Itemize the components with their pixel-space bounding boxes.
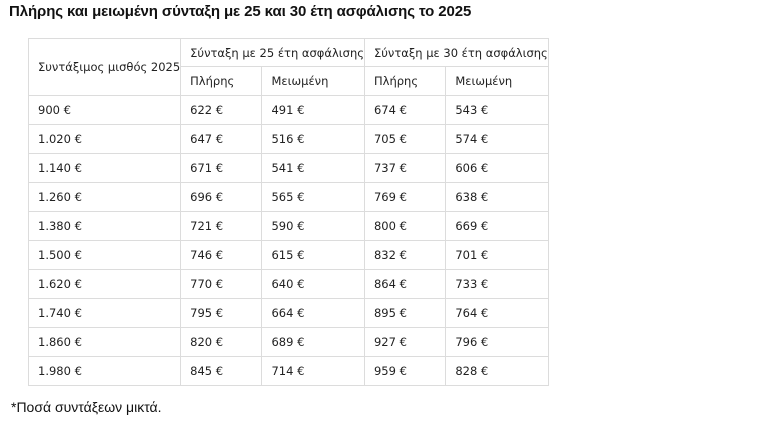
table-row	[29, 154, 549, 183]
full-pension-25-cell: 671 €	[181, 154, 262, 183]
reduced-pension-30-cell: 733 €	[446, 270, 549, 299]
table-row	[29, 270, 549, 299]
reduced-pension-25-cell: 615 €	[262, 241, 365, 270]
salary-cell: 900 €	[29, 96, 181, 125]
full-pension-25-cell: 820 €	[181, 328, 262, 357]
table-row	[29, 183, 549, 212]
full-pension-30-cell: 769 €	[364, 183, 445, 212]
full-pension-30-cell: 737 €	[364, 154, 445, 183]
full-pension-25-cell: 770 €	[181, 270, 262, 299]
reduced-pension-25-cell: 541 €	[262, 154, 365, 183]
reduced-pension-25-cell: 640 €	[262, 270, 365, 299]
table-body	[29, 96, 549, 386]
full-pension-25-cell: 622 €	[181, 96, 262, 125]
page-title: Πλήρης και μειωμένη σύνταξη με 25 και 30 έτη ασφάλισης το 2025	[9, 3, 472, 20]
table-row	[29, 241, 549, 270]
full-pension-30-cell: 927 €	[364, 328, 445, 357]
full-pension-25-cell: 746 €	[181, 241, 262, 270]
table-row	[29, 125, 549, 154]
reduced-pension-25-cell: 491 €	[262, 96, 365, 125]
salary-cell: 1.140 €	[29, 154, 181, 183]
reduced-pension-30-cell: 764 €	[446, 299, 549, 328]
full-pension-30-cell: 895 €	[364, 299, 445, 328]
full-pension-30-cell: 674 €	[364, 96, 445, 125]
reduced-pension-30-cell: 638 €	[446, 183, 549, 212]
full-pension-30-cell: 832 €	[364, 241, 445, 270]
reduced-pension-30-cell: 574 €	[446, 125, 549, 154]
reduced-pension-30-cell: 701 €	[446, 241, 549, 270]
reduced-pension-30-cell: 669 €	[446, 212, 549, 241]
pension-table	[28, 38, 549, 386]
full-pension-25-cell: 721 €	[181, 212, 262, 241]
reduced-pension-25-cell: 714 €	[262, 357, 365, 386]
full-pension-30-header: Πλήρης	[364, 67, 445, 96]
reduced-pension-25-cell: 516 €	[262, 125, 365, 154]
full-pension-30-cell: 864 €	[364, 270, 445, 299]
table-row	[29, 96, 549, 125]
full-pension-30-cell: 959 €	[364, 357, 445, 386]
salary-cell: 1.860 €	[29, 328, 181, 357]
reduced-pension-25-header: Μειωμένη	[262, 67, 365, 96]
table-row	[29, 357, 549, 386]
full-pension-30-cell: 800 €	[364, 212, 445, 241]
salary-cell: 1.380 €	[29, 212, 181, 241]
full-pension-30-cell: 705 €	[364, 125, 445, 154]
salary-cell: 1.020 €	[29, 125, 181, 154]
salary-cell: 1.740 €	[29, 299, 181, 328]
full-pension-25-cell: 795 €	[181, 299, 262, 328]
table-row	[29, 212, 549, 241]
reduced-pension-30-cell: 543 €	[446, 96, 549, 125]
reduced-pension-25-cell: 565 €	[262, 183, 365, 212]
reduced-pension-30-cell: 828 €	[446, 357, 549, 386]
salary-cell: 1.500 €	[29, 241, 181, 270]
salary-cell: 1.620 €	[29, 270, 181, 299]
group-header-25-years: Σύνταξη με 25 έτη ασφάλισης	[181, 39, 365, 67]
full-pension-25-cell: 647 €	[181, 125, 262, 154]
salary-column-header: Συντάξιμος μισθός 2025	[29, 39, 181, 96]
reduced-pension-30-cell: 606 €	[446, 154, 549, 183]
reduced-pension-25-cell: 590 €	[262, 212, 365, 241]
table-header-group-row	[29, 39, 549, 67]
reduced-pension-25-cell: 689 €	[262, 328, 365, 357]
footnote: *Ποσά συντάξεων μικτά.	[11, 399, 162, 415]
reduced-pension-30-cell: 796 €	[446, 328, 549, 357]
full-pension-25-header: Πλήρης	[181, 67, 262, 96]
salary-cell: 1.980 €	[29, 357, 181, 386]
group-header-30-years: Σύνταξη με 30 έτη ασφάλισης	[364, 39, 548, 67]
full-pension-25-cell: 845 €	[181, 357, 262, 386]
reduced-pension-25-cell: 664 €	[262, 299, 365, 328]
table-row	[29, 328, 549, 357]
table-row	[29, 299, 549, 328]
full-pension-25-cell: 696 €	[181, 183, 262, 212]
reduced-pension-30-header: Μειωμένη	[446, 67, 549, 96]
salary-cell: 1.260 €	[29, 183, 181, 212]
